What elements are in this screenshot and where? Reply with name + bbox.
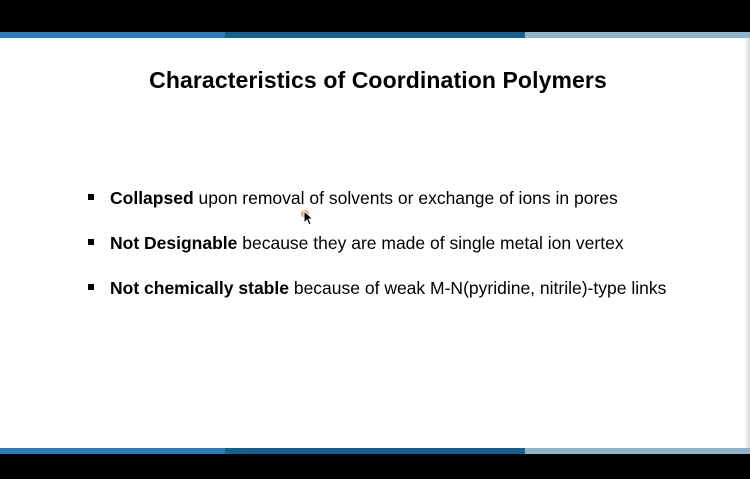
bullet-keyword: Not Designable <box>110 233 238 253</box>
square-bullet-icon <box>88 194 94 200</box>
square-bullet-icon <box>88 239 94 245</box>
bullet-item <box>88 187 688 209</box>
bullet-item <box>88 277 688 299</box>
slide-title: Characteristics of Coordination Polymers <box>149 67 607 93</box>
bottom-accent-segment-light <box>0 448 225 454</box>
bottom-accent-bar <box>0 448 750 454</box>
bullet-text: upon removal of solvents or exchange of ions in pores <box>193 188 618 208</box>
bottom-accent-segment-pale <box>525 448 750 454</box>
bullet-text: because of weak M-N(pyridine, nitrile)-type links <box>288 278 667 298</box>
bullet-text: because they are made of single metal ion vertex <box>237 233 624 253</box>
bottom-accent-segment-dark <box>225 448 525 454</box>
slide-edge-shadow <box>744 38 750 448</box>
slide-canvas <box>0 38 750 448</box>
mouse-pointer-icon <box>301 210 315 226</box>
bullet-item <box>88 232 688 254</box>
bullet-list <box>88 187 688 322</box>
bullet-keyword: Not chemically stable <box>110 278 289 298</box>
square-bullet-icon <box>88 284 94 290</box>
bullet-keyword: Collapsed <box>110 188 194 208</box>
